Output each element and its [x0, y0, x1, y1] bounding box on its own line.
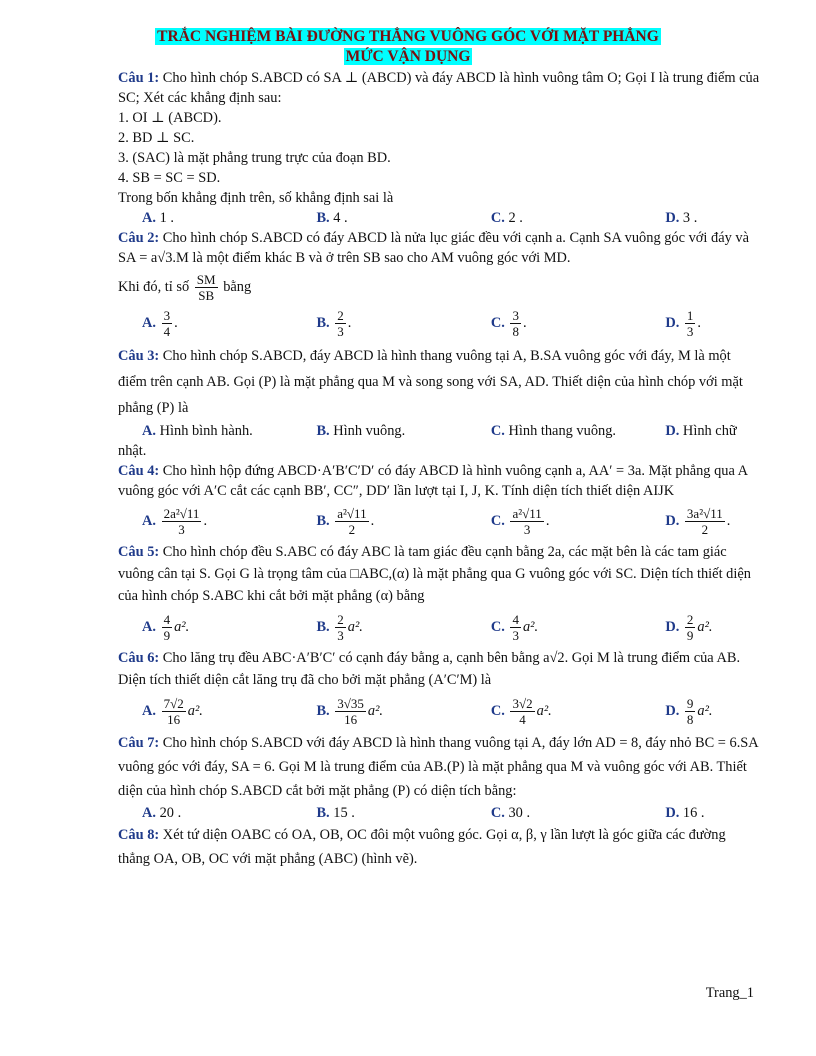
question-list	[118, 68, 760, 871]
option-d[interactable]: D. $\frac{1}{3}$ .	[665, 307, 702, 339]
option-c[interactable]: C. $\frac{\text{a²√11}}{3}$ .	[490, 505, 550, 537]
question-label: Câu 4:	[118, 463, 160, 479]
question-text: Cho hình chóp S.ABCD, đáy ABCD là hình thang vuông tại A, B.SA vuông góc với đáy, M là một điểm trên cạnh AB. Gọi (P) là mặt phẳng qua M và song song với SA, AD. Thiết diện của hình chóp với mặt phẳng (P) là	[118, 348, 743, 416]
option-a[interactable]: A. 1 .	[142, 210, 174, 226]
answer-options	[118, 303, 760, 343]
question-prompt: Khi đó, tỉ số	[118, 278, 190, 295]
title-line-2: MỨC VẬN DỤNG	[345, 48, 471, 65]
answer-options	[118, 803, 760, 823]
option-d[interactable]: D. 16 .	[665, 805, 705, 821]
answer-options	[118, 501, 760, 541]
question-prompt: Trong bốn khẳng định trên, số khẳng định sai là	[118, 190, 394, 206]
question-label: Câu 1:	[118, 70, 160, 86]
statement-3: 3. (SAC) là mặt phẳng trung trực của đoạn BD.	[118, 150, 391, 166]
question-4	[118, 461, 760, 541]
document-title	[0, 27, 816, 67]
option-d[interactable]: D. $\frac{9}{8}$ a².	[665, 695, 713, 727]
question-7	[118, 731, 760, 823]
option-a[interactable]: A. $\frac{3}{4}$ .	[142, 307, 178, 339]
answer-options	[118, 421, 760, 441]
question-label: Câu 8:	[118, 827, 160, 843]
option-c[interactable]: C. $\frac{4}{3}$ a².	[490, 611, 539, 643]
question-label: Câu 7:	[118, 735, 160, 751]
statement-4: 4. SB = SC = SD.	[118, 170, 221, 186]
option-d[interactable]: D. 3 .	[665, 210, 698, 226]
option-d[interactable]: D. $\frac{\text{3a²√11}}{2}$ .	[665, 505, 731, 537]
question-text: Cho hình chóp S.ABCD có đáy ABCD là nửa lục giác đều với cạnh a. Cạnh SA vuông góc với đáy và SA = a√3.M là một điểm khác B và ở trên SB sao cho AM vuông góc với MD.	[118, 230, 749, 266]
option-a[interactable]: A. Hình bình hành.	[142, 423, 253, 439]
option-b[interactable]: B. $\frac{3√35}{16}$ a².	[316, 695, 383, 727]
page-number: Trang_1	[705, 985, 754, 1001]
option-c[interactable]: C. $\frac{3√2}{4}$ a².	[490, 695, 552, 727]
question-label: Câu 3:	[118, 348, 160, 364]
option-c[interactable]: C. 30 .	[490, 805, 531, 821]
question-2: Câu 2: Cho hình chóp S.ABCD có đáy ABCD là nửa lục giác đều với cạnh a. Cạnh SA vuông góc với đáy và SA = a√3.M là một điểm khác B và ở trên SB sao cho AM vuông góc với MD. Khi đó, tỉ số $\frac{SM}{SB}$ bằng A. $\frac{3}{4}$ . B. $\frac{2}{3}$ . C. $\frac{3}{8}$ . D. $\frac{1}{3}$ .	[118, 228, 760, 343]
question-6	[118, 647, 760, 731]
question-8	[118, 823, 760, 871]
option-b[interactable]: B. $\frac{2}{3}$ a².	[316, 611, 363, 643]
question-text: Cho hình hộp đứng ABCD·A′B′C′D′ có đáy ABCD là hình vuông cạnh a, AA′ = 3a. Mặt phẳng qua A vuông góc với A′C cắt các cạnh BB′, CC″, DD′ lần lượt tại I, J, K. Tính diện tích thiết diện AIJK	[118, 463, 748, 499]
question-text: Cho lăng trụ đều ABC·A′B′C′ có cạnh đáy bằng a, cạnh bên bằng a√2. Gọi M là trung điểm của AB. Diện tích thiết diện cắt lăng trụ đã cho bởi mặt phẳng (A′C′M) là	[118, 650, 741, 688]
ratio-fraction: $\frac{SM}{SB}$	[196, 272, 216, 303]
question-label: Câu 5:	[118, 544, 160, 560]
question-text: Cho hình chóp S.ABCD có SA ⊥ (ABCD) và đáy ABCD là hình vuông tâm O; Gọi I là trung điểm của SC; Xét các khẳng định sau:	[118, 70, 760, 106]
answer-options	[118, 607, 760, 647]
question-text: Xét tứ diện OABC có OA, OB, OC đôi một vuông góc. Gọi α, β, γ lần lượt là góc giữa các đường thẳng OA, OB, OC với mặt phẳng (ABC) (hình vẽ).	[118, 827, 726, 867]
option-d[interactable]: D. $\frac{2}{9}$ a².	[665, 611, 713, 643]
question-label: Câu 6:	[118, 650, 160, 666]
question-1	[118, 68, 760, 228]
statement-2: 2. BD ⊥ SC.	[118, 130, 195, 146]
question-5	[118, 541, 760, 647]
option-c[interactable]: C. Hình thang vuông.	[490, 423, 617, 439]
option-a[interactable]: A. $\frac{4}{9}$ a².	[142, 611, 190, 643]
option-d-wrap: nhật.	[118, 443, 147, 459]
question-3	[118, 343, 760, 461]
option-b[interactable]: B. Hình vuông.	[316, 423, 406, 439]
statement-1: 1. OI ⊥ (ABCD).	[118, 110, 222, 126]
option-b[interactable]: B. 15 .	[316, 805, 355, 821]
question-label: Câu 2:	[118, 230, 160, 246]
option-c[interactable]: C. $\frac{3}{8}$ .	[490, 307, 527, 339]
option-b[interactable]: B. $\frac{2}{3}$ .	[316, 307, 352, 339]
option-b[interactable]: B. $\frac{\text{a²√11}}{2}$ .	[316, 505, 375, 537]
question-text: Cho hình chóp S.ABCD với đáy ABCD là hình thang vuông tại A, đáy lớn AD = 8, đáy nhỏ BC = 6.SA vuông góc với đáy, SA = 6. Gọi M là trung điểm của AB.(P) là mặt phẳng qua M và vuông góc với AB. Thiết diện của hình chóp S.ABCD cắt bởi mặt phẳng (P) có diện tích bằng:	[118, 735, 758, 799]
option-d[interactable]: D. Hình chữ	[665, 423, 737, 439]
question-text: Cho hình chóp đều S.ABC có đáy ABC là tam giác đều cạnh bằng 2a, các mặt bên là các tam giác vuông cân tại S. Gọi G là trọng tâm của □ABC,(α) là mặt phẳng qua G vuông góc với SC. Diện tích thiết diện của hình chóp S.ABC khi cắt bởi mặt phẳng (α) bằng	[118, 544, 751, 604]
option-a[interactable]: A. $\frac{7√2}{16}$ a².	[142, 695, 203, 727]
answer-options	[118, 691, 760, 731]
option-c[interactable]: C. 2 .	[490, 210, 523, 226]
answer-options	[118, 208, 760, 228]
option-a[interactable]: A. 20 .	[142, 805, 182, 821]
option-a[interactable]: A. $\frac{\text{2a²√11}}{3}$ .	[142, 505, 208, 537]
title-line-1: TRẮC NGHIỆM BÀI ĐƯỜNG THẲNG VUÔNG GÓC VỚI MẶT PHẲNG	[157, 28, 659, 45]
option-b[interactable]: B. 4 .	[316, 210, 348, 226]
